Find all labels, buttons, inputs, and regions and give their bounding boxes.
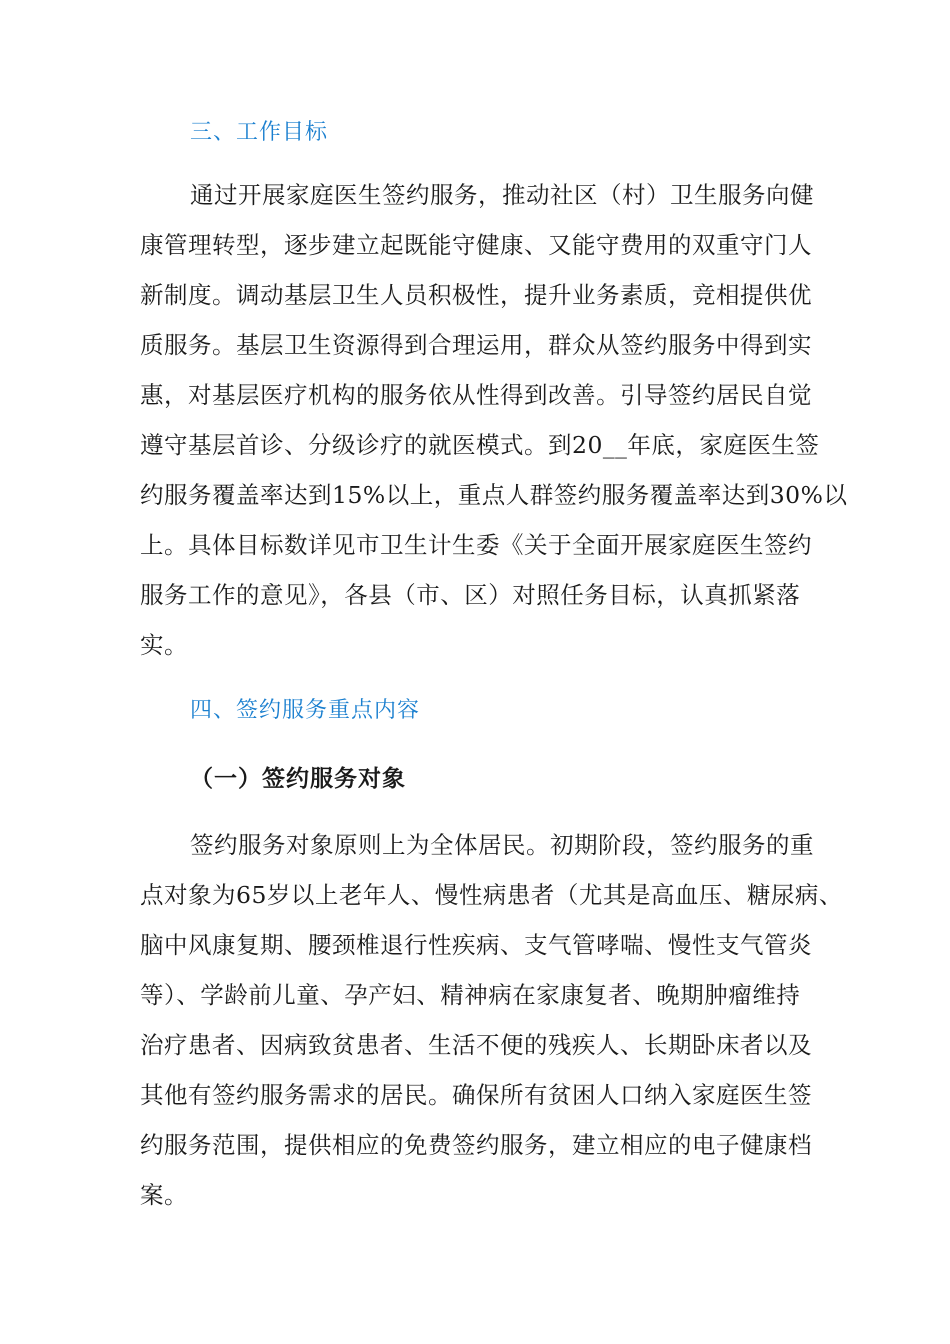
paragraph-line: 点对象为65岁以上老年人、慢性病患者（尤其是高血压、糖尿病、 (140, 881, 843, 909)
paragraph-line: 约服务覆盖率达到15%以上，重点人群签约服务覆盖率达到30%以 (140, 481, 848, 509)
paragraph-line: 服务工作的意见》，各县（市、区）对照任务目标，认真抓紧落 (140, 581, 801, 609)
paragraph-line: 实。 (140, 631, 188, 659)
paragraph-line: 约服务范围，提供相应的免费签约服务，建立相应的电子健康档 (140, 1131, 812, 1159)
paragraph-line: 上。具体目标数详见市卫生计生委《关于全面开展家庭医生签约 (140, 531, 812, 559)
paragraph-line: 脑中风康复期、腰颈椎退行性疾病、支气管哮喘、慢性支气管炎 (140, 931, 812, 959)
paragraph-line: 等）、学龄前儿童、孕产妇、精神病在家康复者、晚期肿瘤维持 (140, 981, 801, 1009)
paragraph-line: 通过开展家庭医生签约服务，推动社区（村）卫生服务向健 (190, 181, 814, 209)
paragraph-line: 治疗患者、因病致贫患者、生活不便的残疾人、长期卧床者以及 (140, 1031, 812, 1059)
service-targets-paragraph (140, 820, 843, 1220)
section-heading-work-goals: 三、工作目标 (190, 120, 329, 145)
work-goals-paragraph (140, 170, 848, 670)
paragraph-line: 遵守基层首诊、分级诊疗的就医模式。到20__年底，家庭医生签 (140, 431, 820, 459)
paragraph-line: 案。 (140, 1181, 188, 1209)
paragraph-line: 其他有签约服务需求的居民。确保所有贫困人口纳入家庭医生签 (140, 1081, 812, 1109)
paragraph-line: 新制度。调动基层卫生人员积极性，提升业务素质，竞相提供优 (140, 281, 812, 309)
paragraph-line: 康管理转型，逐步建立起既能守健康、又能守费用的双重守门人 (140, 231, 812, 259)
subsection-heading-service-targets: （一）签约服务对象 (190, 765, 406, 792)
paragraph-line: 惠，对基层医疗机构的服务依从性得到改善。引导签约居民自觉 (140, 381, 812, 409)
section-heading-key-contents: 四、签约服务重点内容 (190, 698, 421, 723)
paragraph-line: 质服务。基层卫生资源得到合理运用，群众从签约服务中得到实 (140, 331, 812, 359)
paragraph-line: 签约服务对象原则上为全体居民。初期阶段，签约服务的重 (190, 831, 814, 859)
